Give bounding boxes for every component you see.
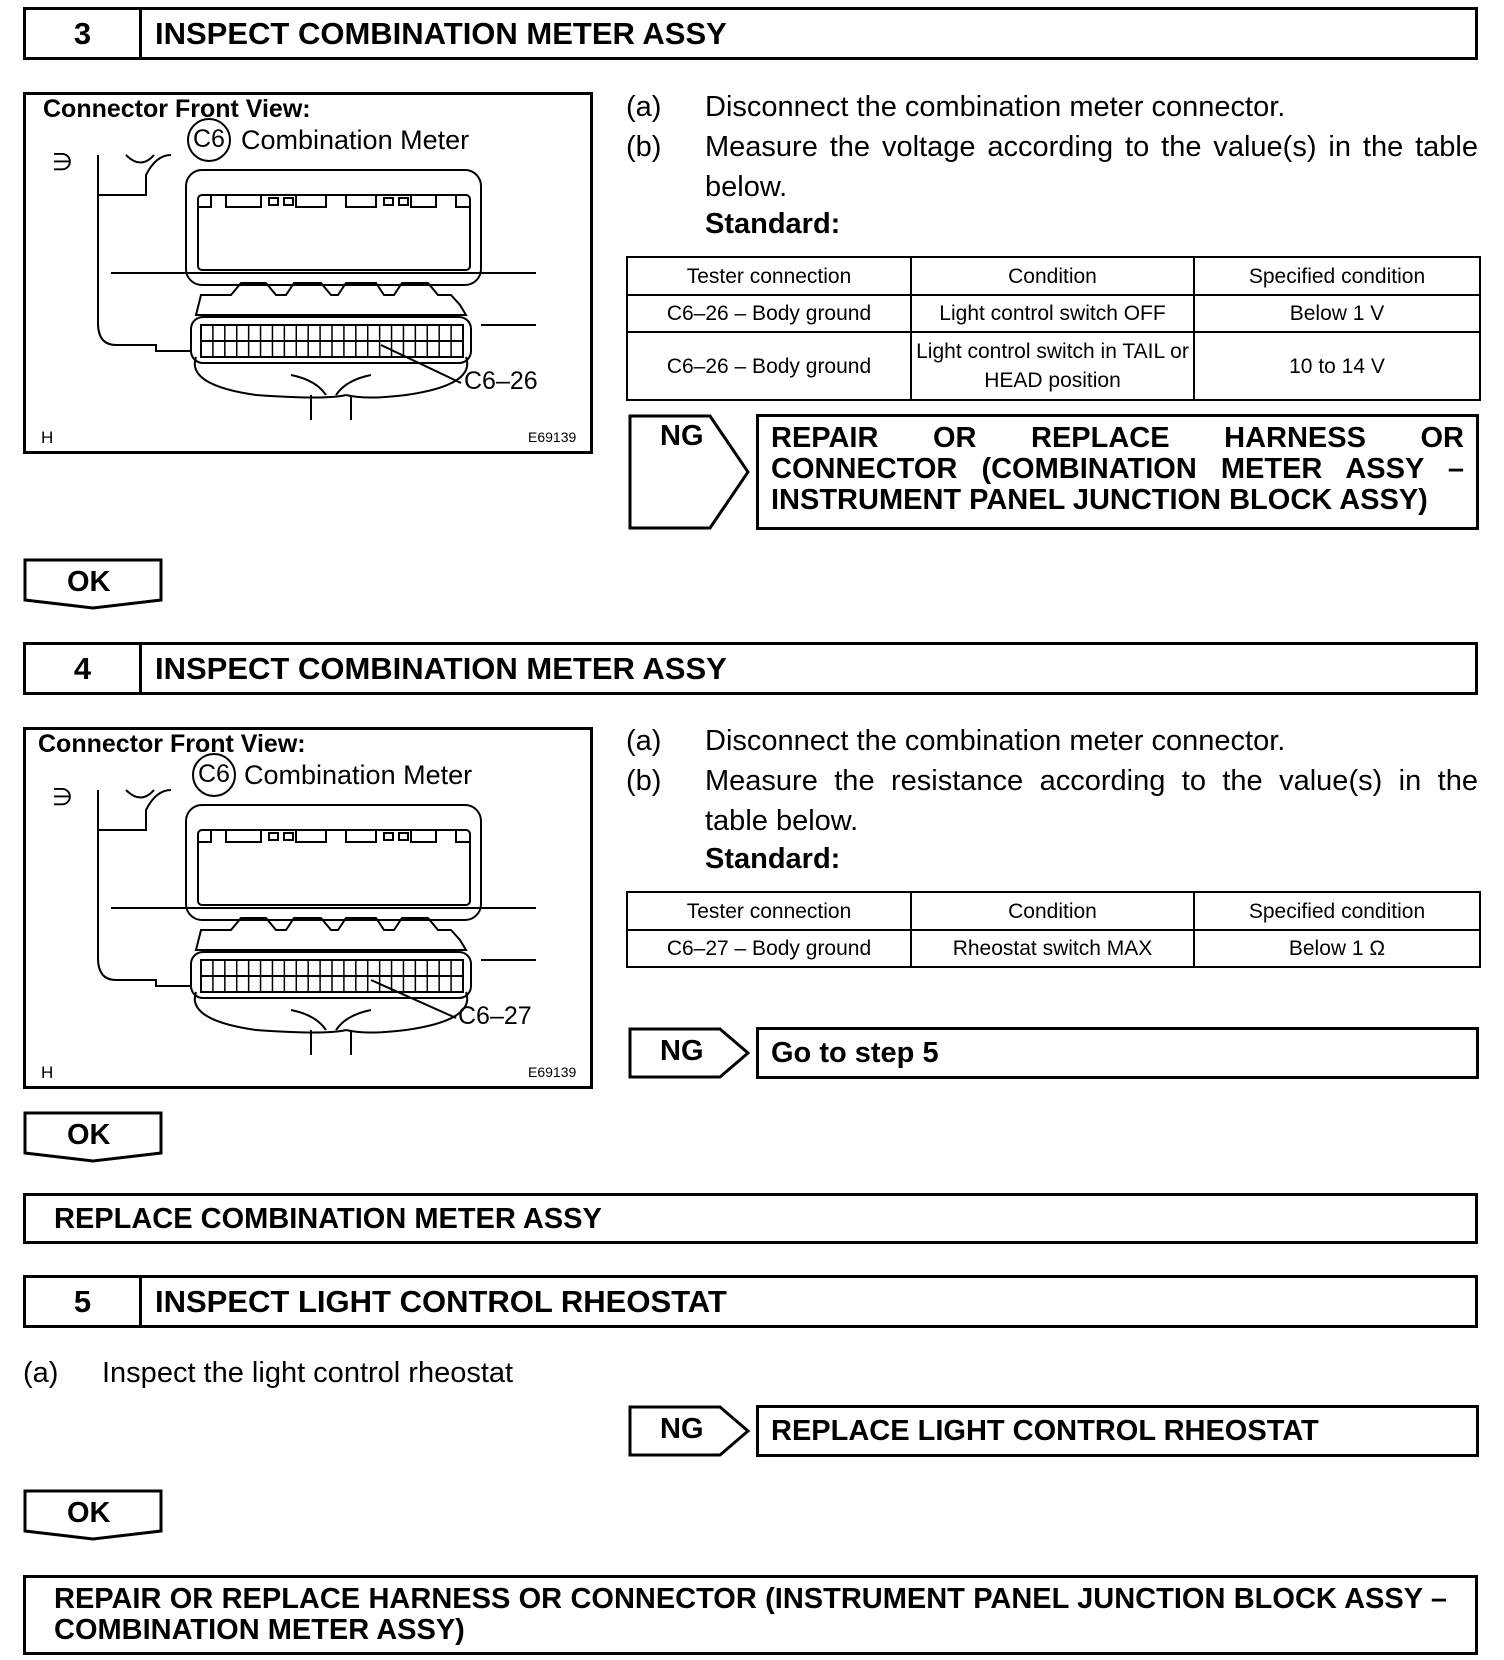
instruction-text: Disconnect the combination meter connector. — [705, 91, 1286, 123]
instruction-label: (b) — [626, 131, 662, 163]
diagram-heading: Connector Front View: — [38, 730, 306, 758]
instruction-label: (a) — [626, 725, 662, 757]
table-header: Specified condition — [1194, 257, 1480, 295]
instruction-row — [23, 1353, 823, 1393]
ng-result-text: REPAIR OR REPLACE HARNESS OR CONNECTOR (COMBINATION METER ASSY – INSTRUMENT PANEL JUNCTION BLOCK ASSY) — [771, 422, 1464, 516]
svg-text:∋: ∋ — [52, 149, 73, 176]
ok-label: OK — [67, 1497, 111, 1529]
step-4-result — [23, 1193, 1478, 1244]
ok-tab — [23, 558, 163, 611]
standard-label: Standard: — [705, 843, 841, 875]
ok-label: OK — [67, 1119, 111, 1151]
pin-label: C6–27 — [458, 1002, 532, 1030]
step-number: 3 — [26, 10, 142, 57]
ng-result-text: REPLACE LIGHT CONTROL RHEOSTAT — [771, 1414, 1319, 1447]
ng-result-text: Go to step 5 — [771, 1036, 939, 1069]
result-text: REPLACE COMBINATION METER ASSY — [54, 1203, 602, 1235]
instruction-text: Measure the voltage according to the value(s) in the table below. — [705, 131, 1478, 203]
ok-tab — [23, 1489, 163, 1542]
table-header: Specified condition — [1194, 892, 1480, 930]
table-header: Tester connection — [627, 892, 911, 930]
table-header-row — [627, 257, 1480, 295]
step-5-result — [23, 1575, 1478, 1655]
connector-diagram — [23, 727, 593, 1089]
ng-arrow — [628, 1027, 754, 1079]
instructions — [626, 87, 1478, 207]
instruction-label: (b) — [626, 765, 662, 797]
ng-label: NG — [660, 1035, 704, 1067]
table-header: Condition — [911, 257, 1194, 295]
step-title: INSPECT COMBINATION METER ASSY — [155, 15, 727, 51]
standard-label: Standard: — [705, 208, 841, 240]
table-row — [627, 332, 1480, 400]
ng-label: NG — [660, 420, 704, 452]
table-cell: C6–27 – Body ground — [627, 930, 911, 967]
ng-result — [756, 1405, 1479, 1457]
step-4-header — [23, 642, 1478, 695]
instruction-row — [626, 721, 1478, 761]
corner-mark: H — [41, 428, 54, 447]
ng-label: NG — [660, 1413, 704, 1445]
instructions — [23, 1353, 823, 1393]
instruction-row — [626, 127, 1478, 207]
step-number: 4 — [26, 645, 142, 692]
table-header: Tester connection — [627, 257, 911, 295]
ng-arrow — [628, 414, 754, 530]
pin-label: C6–26 — [464, 367, 538, 395]
figure-id: E69139 — [528, 429, 577, 445]
ng-result — [756, 1027, 1479, 1079]
svg-text:∋: ∋ — [52, 784, 73, 811]
diagram-heading: Connector Front View: — [43, 95, 311, 123]
step-title: INSPECT LIGHT CONTROL RHEOSTAT — [155, 1283, 727, 1319]
step-5-header — [23, 1275, 1478, 1328]
table-cell: 10 to 14 V — [1194, 332, 1480, 400]
table-header: Condition — [911, 892, 1194, 930]
table-cell: Below 1 Ω — [1194, 930, 1480, 967]
connector-diagram — [23, 92, 593, 454]
table-cell: C6–26 – Body ground — [627, 295, 911, 332]
ok-tab — [23, 1111, 163, 1164]
result-text: REPAIR OR REPLACE HARNESS OR CONNECTOR (INSTRUMENT PANEL JUNCTION BLOCK ASSY – COMBINATION METER ASSY) — [54, 1583, 1447, 1646]
connector-name: Combination Meter — [244, 760, 473, 790]
instruction-label: (a) — [23, 1357, 59, 1389]
table-row — [627, 930, 1480, 967]
table-cell: Light control switch OFF — [911, 295, 1194, 332]
instructions — [626, 721, 1478, 841]
table-header-row — [627, 892, 1480, 930]
connector-name: Combination Meter — [241, 125, 470, 155]
table-row — [627, 295, 1480, 332]
corner-mark: H — [41, 1063, 54, 1082]
ng-result — [756, 414, 1479, 530]
connector-code: C6 — [198, 760, 230, 788]
instruction-text: Disconnect the combination meter connector. — [705, 725, 1286, 757]
figure-id: E69139 — [528, 1064, 577, 1080]
table-cell: Light control switch in TAIL or HEAD position — [911, 332, 1194, 400]
spec-table — [626, 891, 1481, 968]
ok-label: OK — [67, 566, 111, 598]
instruction-row — [626, 87, 1478, 127]
table-cell: Rheostat switch MAX — [911, 930, 1194, 967]
spec-table — [626, 256, 1481, 401]
table-cell: C6–26 – Body ground — [627, 332, 911, 400]
instruction-row — [626, 761, 1478, 841]
connector-code: C6 — [193, 125, 225, 153]
instruction-text: Inspect the light control rheostat — [102, 1357, 514, 1389]
instruction-label: (a) — [626, 91, 662, 123]
step-title: INSPECT COMBINATION METER ASSY — [155, 650, 727, 686]
step-number: 5 — [26, 1278, 142, 1325]
step-3-header — [23, 7, 1478, 60]
ng-arrow — [628, 1405, 754, 1457]
instruction-text: Measure the resistance according to the value(s) in the table below. — [705, 765, 1478, 837]
table-cell: Below 1 V — [1194, 295, 1480, 332]
